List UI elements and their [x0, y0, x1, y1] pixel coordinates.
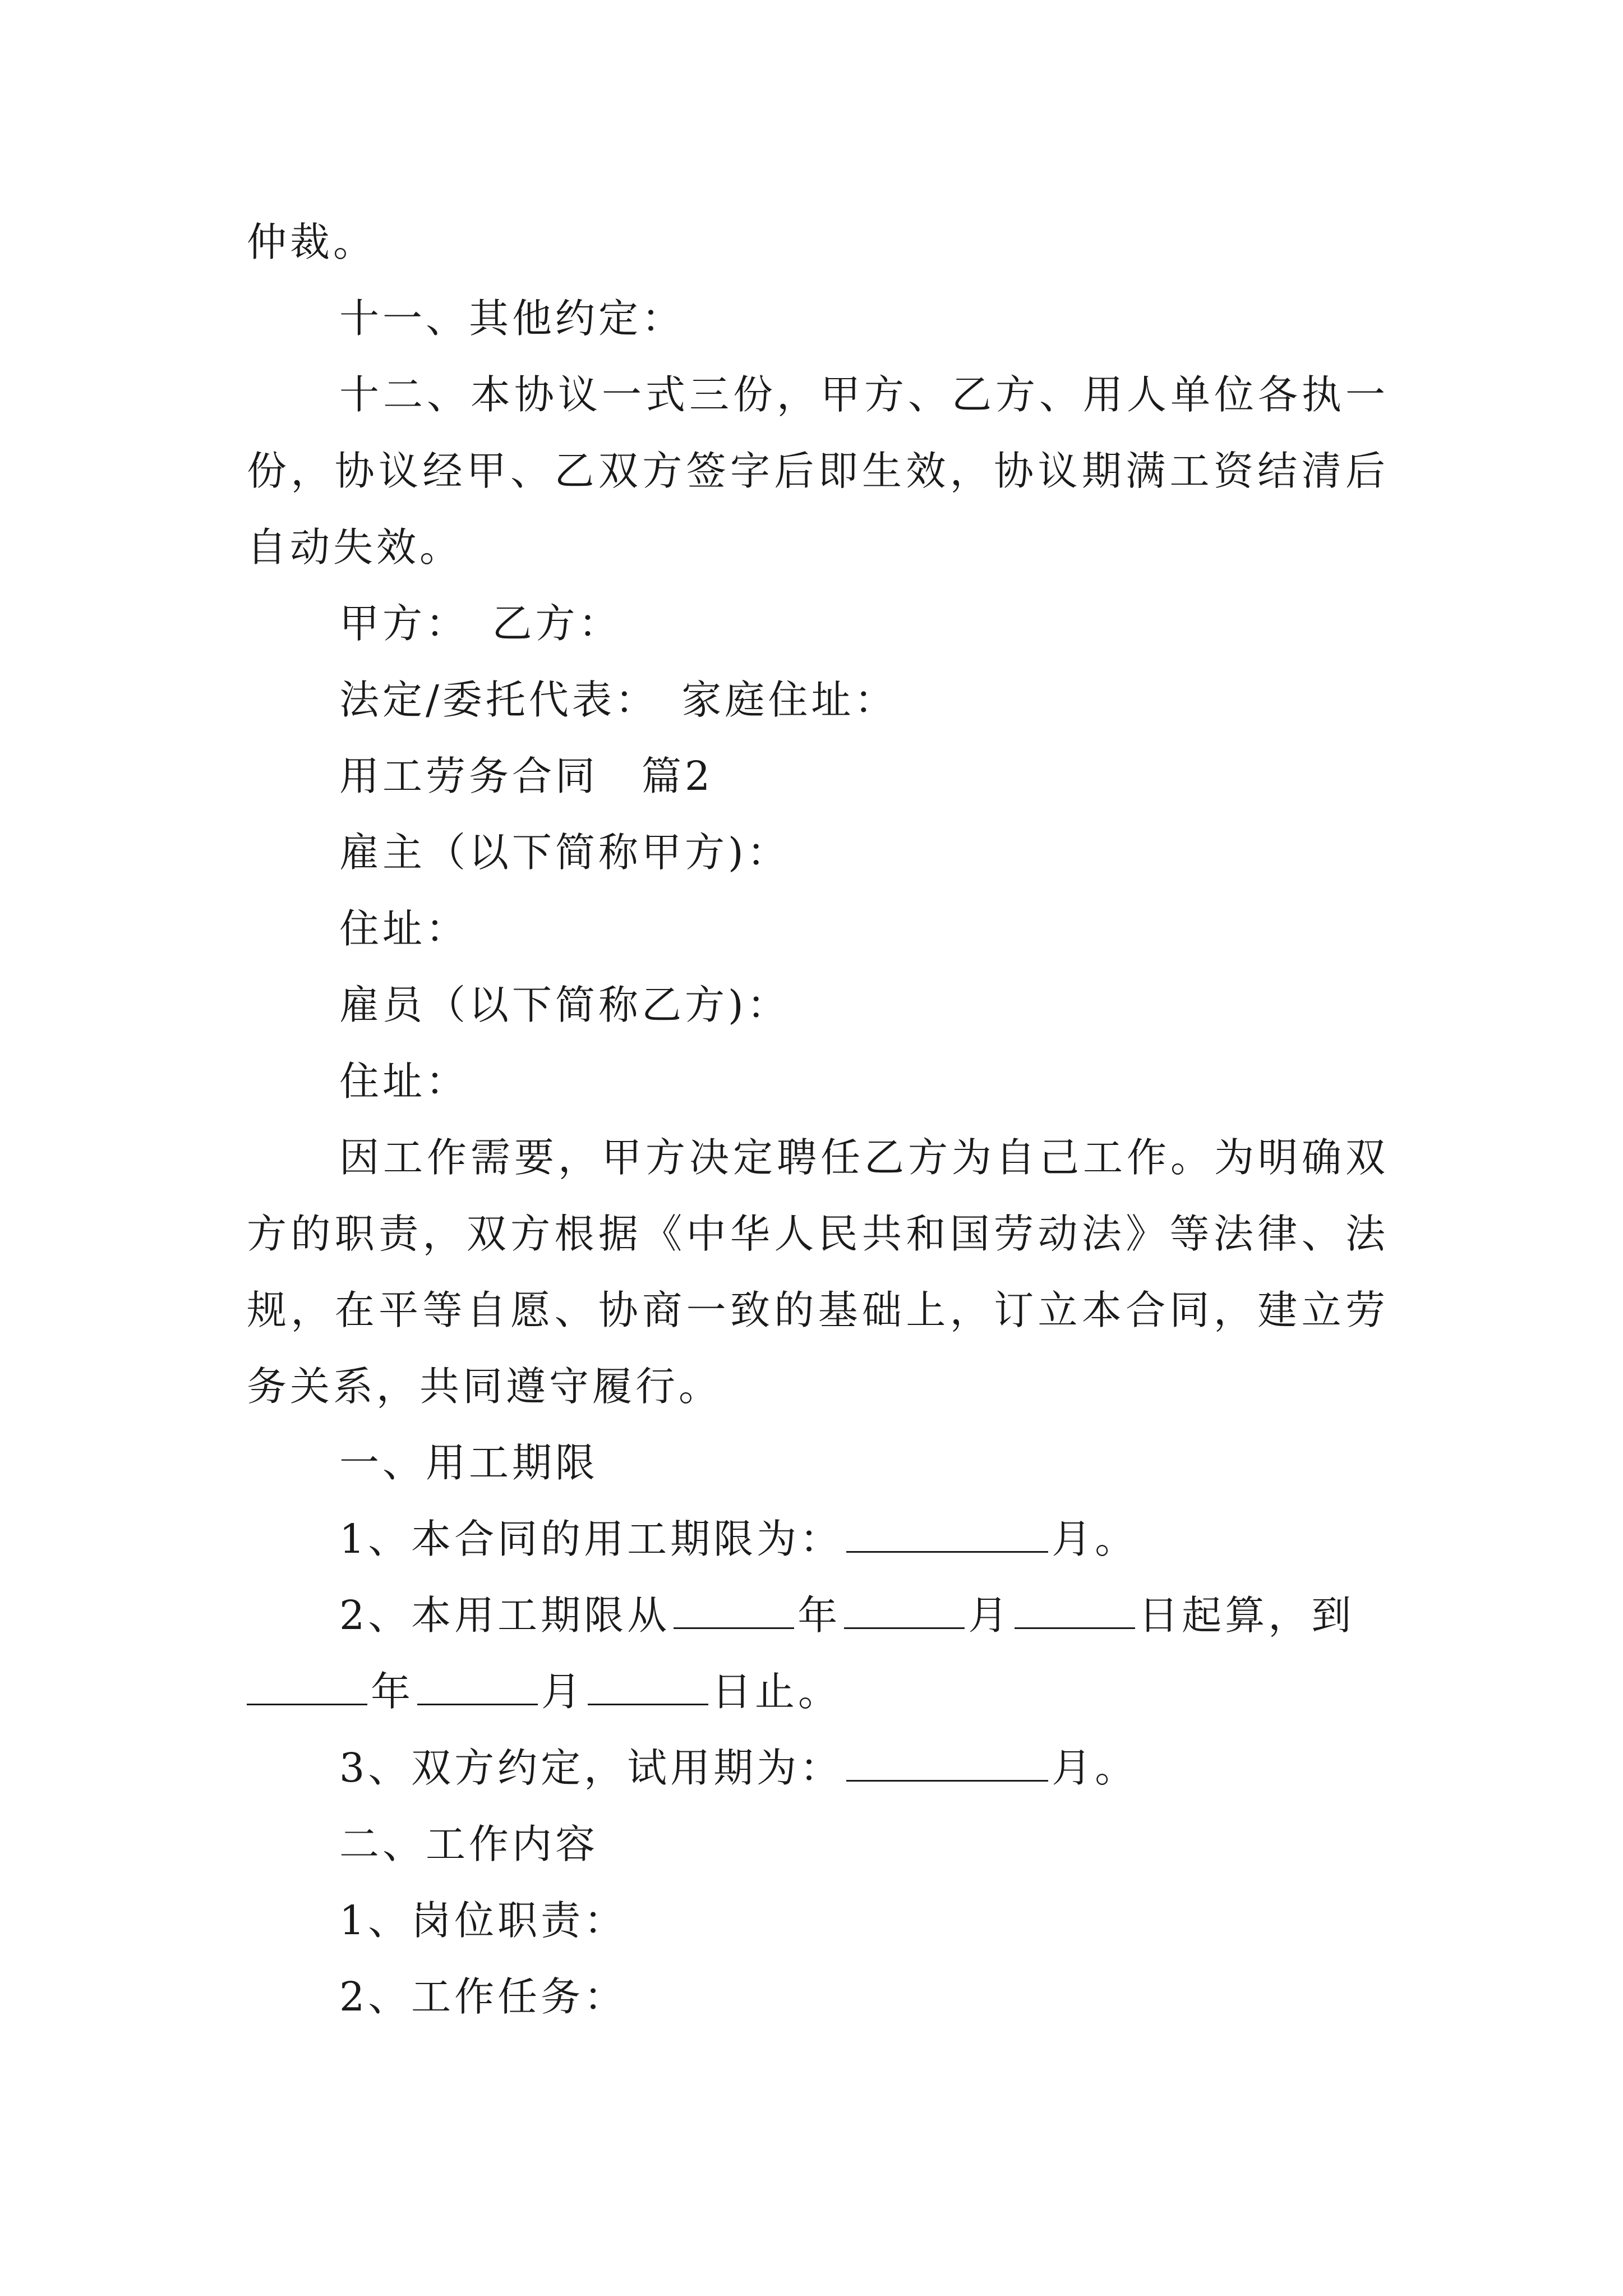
- probation-blank[interactable]: [846, 1745, 1048, 1782]
- preamble-line-3: 规，在平等自愿、协商一致的基础上，订立本合同，建立劳: [247, 1287, 1385, 1333]
- start-day-blank[interactable]: [1015, 1593, 1135, 1629]
- start-month-label: 月: [968, 1592, 1012, 1639]
- section-1-heading: 一、用工期限: [339, 1439, 599, 1486]
- text-line-arbitration: 仲裁。: [247, 219, 377, 265]
- job-duties-label: 1、岗位职责：: [339, 1897, 628, 1944]
- employee-label: 雇员（以下简称乙方)：: [339, 982, 790, 1028]
- signature-parties-line: 甲方： 乙方：: [339, 600, 622, 647]
- section-2-heading: 二、工作内容: [339, 1821, 599, 1867]
- preamble-line-4: 务关系，共同遵守履行。: [247, 1363, 722, 1410]
- clause-12-line-1: 十二、本协议一式三份，甲方、乙方、用人单位各执一: [339, 371, 1385, 418]
- employer-address-label: 住址：: [339, 905, 469, 952]
- work-tasks-label: 2、工作任务：: [339, 1973, 628, 2020]
- probation-prefix: 3、双方约定，试用期为：: [339, 1745, 843, 1791]
- clause-12-line-3: 自动失效。: [247, 524, 463, 570]
- end-day-suffix: 日止。: [712, 1668, 842, 1715]
- probation-line: [339, 1740, 1138, 1796]
- start-month-blank[interactable]: [844, 1593, 965, 1629]
- signature-representative-line: 法定/委托代表： 家庭住址：: [339, 677, 898, 723]
- term-months-suffix: 月。: [1052, 1516, 1138, 1562]
- term-months-prefix: 1、本合同的用工期限为：: [339, 1516, 843, 1562]
- term-end-line: [247, 1664, 841, 1720]
- clause-12-line-2: 份，协议经甲、乙双方签字后即生效，协议期满工资结清后: [247, 448, 1385, 494]
- start-year-label: 年: [797, 1592, 841, 1639]
- contract-title-part-2: 用工劳务合同 篇2: [339, 753, 714, 799]
- employee-address-label: 住址：: [339, 1058, 469, 1105]
- end-year-label: 年: [371, 1668, 414, 1715]
- start-day-suffix: 日起算，到: [1138, 1592, 1355, 1639]
- end-day-blank[interactable]: [588, 1669, 708, 1705]
- end-year-blank[interactable]: [247, 1669, 367, 1705]
- start-year-blank[interactable]: [674, 1593, 794, 1629]
- end-month-label: 月: [541, 1668, 585, 1715]
- probation-suffix: 月。: [1052, 1745, 1138, 1791]
- clause-11-heading: 十一、其他约定：: [339, 295, 685, 342]
- employer-label: 雇主（以下简称甲方)：: [339, 829, 790, 876]
- term-start-prefix: 2、本用工期限从: [339, 1592, 671, 1639]
- term-start-line: [339, 1588, 1354, 1644]
- end-month-blank[interactable]: [417, 1669, 538, 1705]
- preamble-line-1: 因工作需要，甲方决定聘任乙方为自己工作。为明确双: [339, 1134, 1385, 1181]
- term-months-blank[interactable]: [846, 1516, 1048, 1553]
- preamble-line-2: 方的职责，双方根据《中华人民共和国劳动法》等法律、法: [247, 1211, 1385, 1257]
- term-months-line: [339, 1511, 1138, 1567]
